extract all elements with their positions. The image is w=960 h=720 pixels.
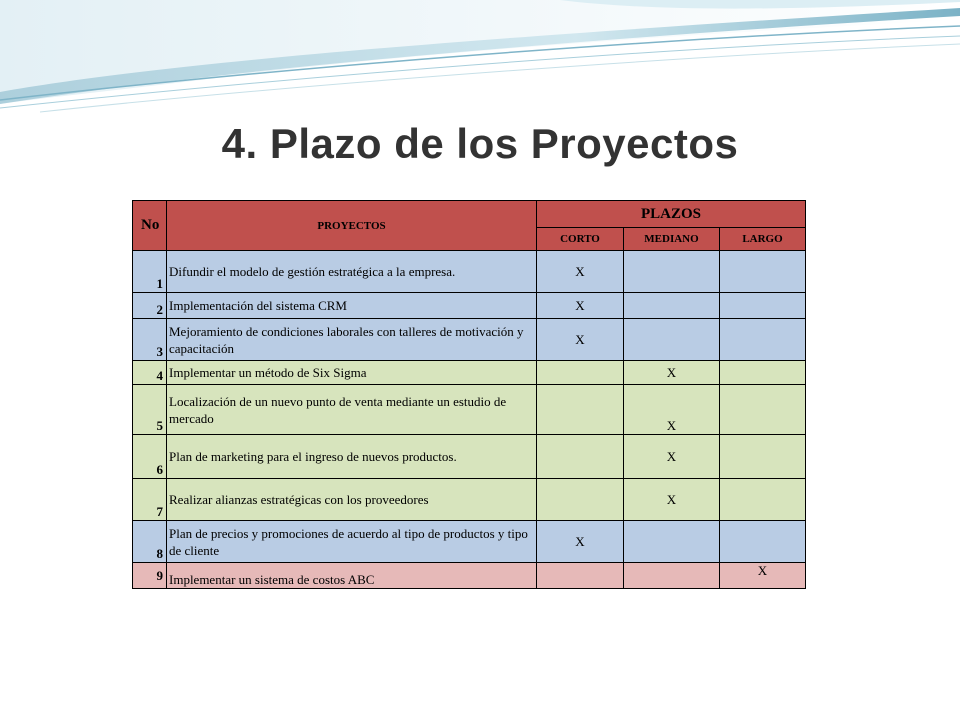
project-description: Difundir el modelo de gestión estratégica a la empresa. bbox=[167, 251, 537, 293]
corto-cell bbox=[537, 361, 624, 385]
mediano-cell bbox=[624, 521, 720, 563]
mediano-cell: X bbox=[624, 385, 720, 435]
largo-cell: X bbox=[720, 563, 806, 589]
corto-cell bbox=[537, 479, 624, 521]
table-row bbox=[133, 563, 806, 589]
project-description: Plan de precios y promociones de acuerdo al tipo de productos y tipo de cliente bbox=[167, 521, 537, 563]
project-description: Implementación del sistema CRM bbox=[167, 293, 537, 319]
row-number: 7 bbox=[133, 479, 167, 521]
largo-cell bbox=[720, 479, 806, 521]
corto-cell: X bbox=[537, 521, 624, 563]
table-row bbox=[133, 361, 806, 385]
corto-cell bbox=[537, 435, 624, 479]
mediano-cell: X bbox=[624, 479, 720, 521]
mediano-cell bbox=[624, 251, 720, 293]
project-description: Implementar un método de Six Sigma bbox=[167, 361, 537, 385]
table-row bbox=[133, 435, 806, 479]
largo-cell bbox=[720, 361, 806, 385]
header-largo: LARGO bbox=[720, 228, 806, 251]
row-number: 2 bbox=[133, 293, 167, 319]
table-row bbox=[133, 521, 806, 563]
table-row bbox=[133, 293, 806, 319]
mediano-cell bbox=[624, 563, 720, 589]
header-plazos: PLAZOS bbox=[537, 201, 806, 228]
corto-cell: X bbox=[537, 251, 624, 293]
table-row bbox=[133, 385, 806, 435]
row-number: 6 bbox=[133, 435, 167, 479]
project-description: Implementar un sistema de costos ABC bbox=[167, 563, 537, 589]
row-number: 4 bbox=[133, 361, 167, 385]
slide-title: 4. Plazo de los Proyectos bbox=[221, 120, 739, 167]
largo-cell bbox=[720, 293, 806, 319]
project-description: Localización de un nuevo punto de venta mediante un estudio de mercado bbox=[167, 385, 537, 435]
table-row bbox=[133, 319, 806, 361]
table-row bbox=[133, 251, 806, 293]
corto-cell: X bbox=[537, 319, 624, 361]
largo-cell bbox=[720, 319, 806, 361]
row-number: 1 bbox=[133, 251, 167, 293]
mediano-cell bbox=[624, 319, 720, 361]
project-description: Realizar alianzas estratégicas con los proveedores bbox=[167, 479, 537, 521]
header-no: No bbox=[133, 201, 167, 251]
largo-cell bbox=[720, 385, 806, 435]
corto-cell: X bbox=[537, 293, 624, 319]
table-row bbox=[133, 479, 806, 521]
header-mediano: MEDIANO bbox=[624, 228, 720, 251]
corto-cell bbox=[537, 563, 624, 589]
row-number: 5 bbox=[133, 385, 167, 435]
header-corto: CORTO bbox=[537, 228, 624, 251]
projects-table bbox=[132, 200, 806, 589]
row-number: 3 bbox=[133, 319, 167, 361]
header-swoosh-decoration bbox=[0, 0, 960, 130]
largo-cell bbox=[720, 521, 806, 563]
mediano-cell: X bbox=[624, 435, 720, 479]
mediano-cell: X bbox=[624, 361, 720, 385]
header-proyectos: PROYECTOS bbox=[167, 201, 537, 251]
corto-cell bbox=[537, 385, 624, 435]
project-description: Mejoramiento de condiciones laborales con talleres de motivación y capacitación bbox=[167, 319, 537, 361]
project-description: Plan de marketing para el ingreso de nuevos productos. bbox=[167, 435, 537, 479]
mediano-cell bbox=[624, 293, 720, 319]
largo-cell bbox=[720, 251, 806, 293]
largo-cell bbox=[720, 435, 806, 479]
row-number: 8 bbox=[133, 521, 167, 563]
row-number: 9 bbox=[133, 563, 167, 589]
